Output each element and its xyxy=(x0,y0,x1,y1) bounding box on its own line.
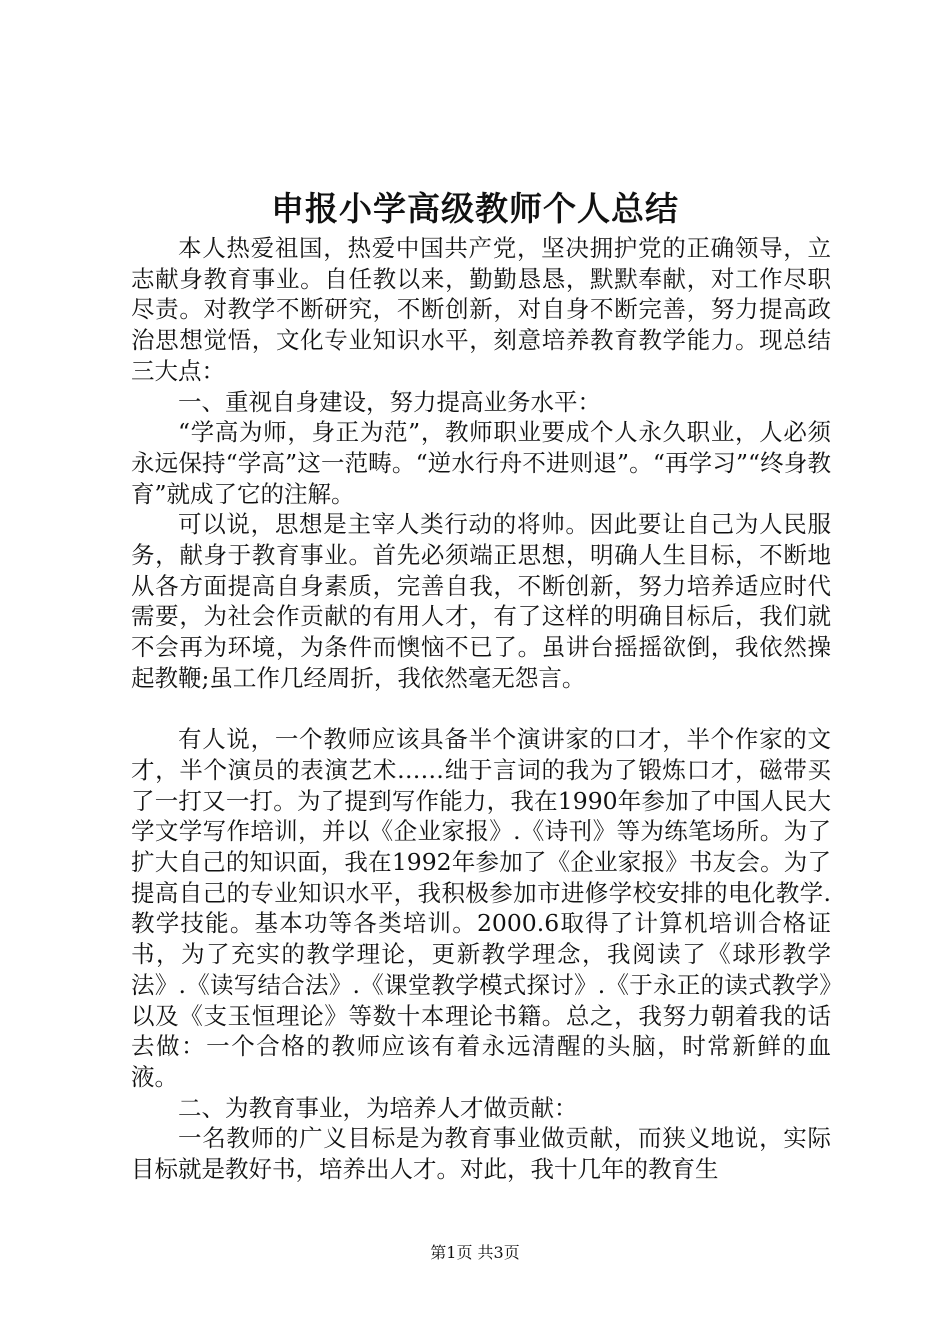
section-heading-2: 二、为教育事业，为培养人才做贡献： xyxy=(178,1093,578,1122)
paragraph-intro: 本人热爱祖国，热爱中国共产党，坚决拥护党的正确领导，立志献身教育事业。自任教以来，勤勤恳恳，默默奉献，对工作尽职尽责。对教学不断研究，不断创新，对自身不断完善，努力提高政治思想觉悟，文化专业知识水平，刻意培养教育教学能力。现总结三大点： xyxy=(131,234,831,385)
paragraph-quote: “学高为师，身正为范”，教师职业要成个人永久职业，人必须永远保持“学高”这一范畴。“逆水行舟不进则退”。“再学习”“终身教育”就成了它的注解。 xyxy=(131,418,831,508)
section-heading-1: 一、重视自身建设，努力提高业务水平： xyxy=(178,387,601,416)
paragraph-study: 有人说，一个教师应该具备半个演讲家的口才，半个作家的文才，半个演员的表演艺术……绌于言词的我为了锻炼口才，磁带买了一打又一打。为了提到写作能力，我在1990年参加了中国人民大学文学写作培训，并以《企业家报》.《诗刊》等为练笔场所。为了扩大自己的知识面，我在1992年参加了《企业家报》书友会。为了提高自己的专业知识水平，我积极参加市进修学校安排的电化教学.教学技能。基本功等各类培训。2000.6取得了计算机培训合格证书，为了充实的教学理论，更新教学理念，我阅读了《球形教学法》.《读写结合法》.《课堂教学模式探讨》.《于永正的读式教学》以及《支玉恒理论》等数十本理论书籍。总之，我努力朝着我的话去做：一个合格的教师应该有着永远清醒的头脑，时常新鲜的血液。 xyxy=(131,725,831,1091)
blank-line xyxy=(131,694,831,725)
paragraph-goal: 一名教师的广义目标是为教育事业做贡献，而狭义地说，实际目标就是教好书，培养出人才。对此，我十几年的教育生 xyxy=(131,1124,831,1184)
page-footer: 第1页 共3页 xyxy=(430,1243,520,1262)
document-body xyxy=(131,233,831,1185)
document-title: 申报小学高级教师个人总结 xyxy=(271,189,679,228)
paragraph-thought: 可以说，思想是主宰人类行动的将帅。因此要让自己为人民服务，献身于教育事业。首先必须端正思想，明确人生目标，不断地从各方面提高自身素质，完善自我，不断创新，努力培养适应时代需要，为社会作贡献的有用人才，有了这样的明确目标后，我们就不会再为环境，为条件而懊恼不已了。虽讲台摇摇欲倒，我依然操起教鞭;虽工作几经周折，我依然毫无怨言。 xyxy=(131,510,831,692)
